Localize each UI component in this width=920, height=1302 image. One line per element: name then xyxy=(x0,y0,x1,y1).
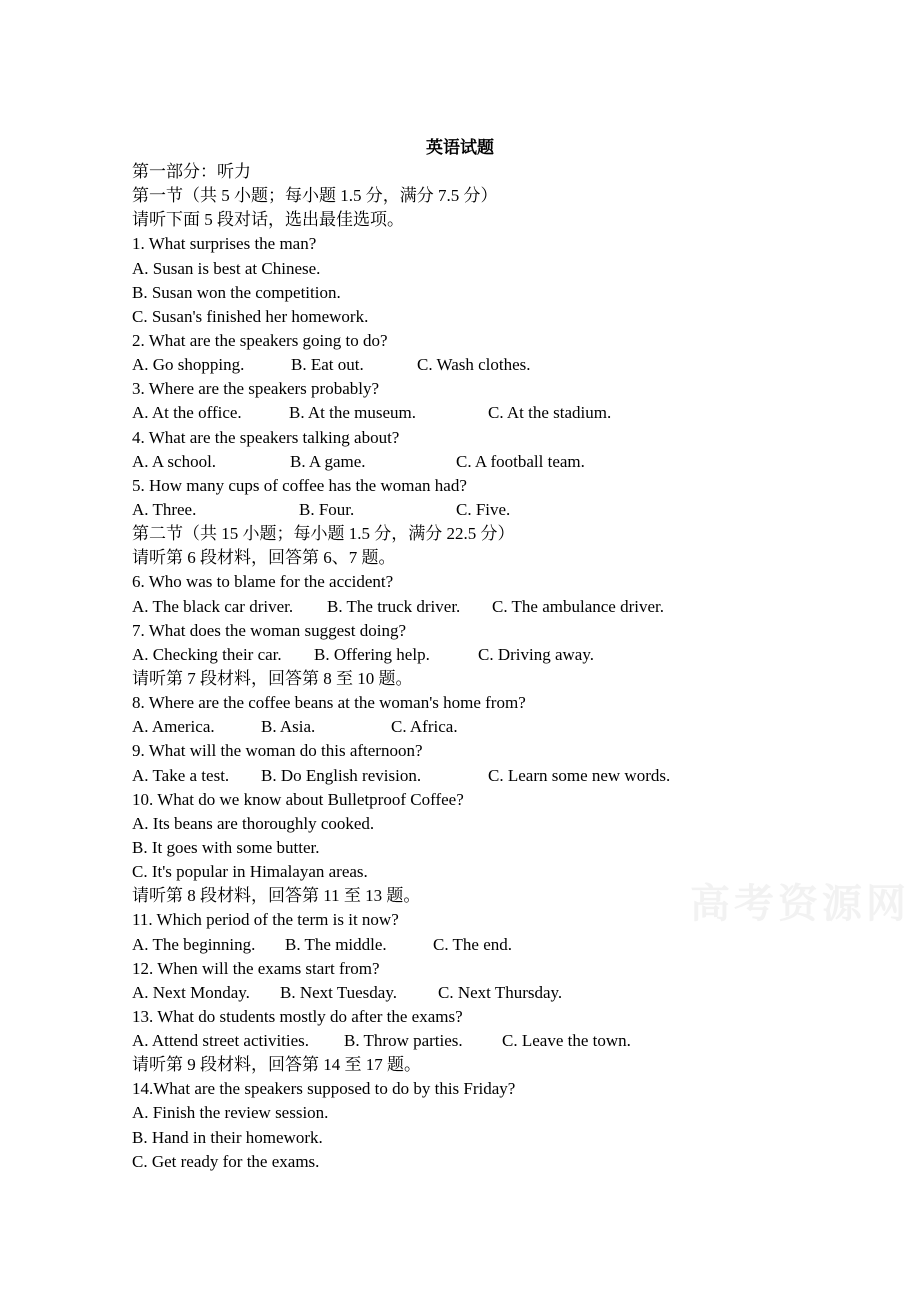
options-row xyxy=(132,353,832,377)
option-a: A. Susan is best at Chinese. xyxy=(132,258,321,278)
option-a: A. The beginning. xyxy=(132,934,256,954)
exam-content xyxy=(132,160,832,1174)
option-c: C. The end. xyxy=(433,934,513,954)
option-c: C. Next Thursday. xyxy=(438,982,563,1002)
option-c: C. Leave the town. xyxy=(502,1031,631,1051)
option-c: C. Susan's finished her homework. xyxy=(132,306,369,326)
option-b: B. At the museum. xyxy=(289,403,417,423)
question-stem: 11. Which period of the term is it now? xyxy=(132,910,399,930)
option-a: A. The black car driver. xyxy=(132,596,294,616)
option-b: B. Four. xyxy=(299,499,355,519)
option-c: C. Five. xyxy=(456,499,511,519)
question-stem: 6. Who was to blame for the accident? xyxy=(132,572,394,592)
option-a: A. Three. xyxy=(132,499,197,519)
option-c: C. The ambulance driver. xyxy=(492,596,664,616)
instruction: 请听第 9 段材料，回答第 14 至 17 题。 xyxy=(132,1055,421,1075)
instruction: 请听第 8 段材料，回答第 11 至 13 题。 xyxy=(132,886,421,906)
options-row xyxy=(132,933,832,957)
option-c: C. Get ready for the exams. xyxy=(132,1151,320,1171)
question-stem: 4. What are the speakers talking about? xyxy=(132,427,400,447)
option-c: C. Driving away. xyxy=(478,644,594,664)
option-c: C. Wash clothes. xyxy=(417,355,531,375)
question-stem: 5. How many cups of coffee has the woman had? xyxy=(132,475,467,495)
option-a: A. Go shopping. xyxy=(132,355,245,375)
options-row xyxy=(132,595,832,619)
options-row xyxy=(132,450,832,474)
section-heading: 第二节（共 15 小题；每小题 1.5 分，满分 22.5 分） xyxy=(132,524,515,544)
option-b: B. A game. xyxy=(290,451,366,471)
option-c: C. Africa. xyxy=(391,717,458,737)
question-stem: 2. What are the speakers going to do? xyxy=(132,330,388,350)
option-c: C. At the stadium. xyxy=(488,403,612,423)
option-b: B. Do English revision. xyxy=(261,765,422,785)
option-a: A. At the office. xyxy=(132,403,242,423)
option-b: B. It goes with some butter. xyxy=(132,837,320,857)
option-b: B. Next Tuesday. xyxy=(280,982,397,1002)
options-row xyxy=(132,498,832,522)
instruction: 请听第 7 段材料，回答第 8 至 10 题。 xyxy=(132,668,413,688)
question-stem: 1. What surprises the man? xyxy=(132,234,317,254)
options-row xyxy=(132,715,832,739)
question-stem: 14.What are the speakers supposed to do by this Friday? xyxy=(132,1079,516,1099)
options-row xyxy=(132,764,832,788)
page-title: 英语试题 xyxy=(426,138,494,157)
option-a: A. A school. xyxy=(132,451,217,471)
option-b: B. Throw parties. xyxy=(344,1031,463,1051)
options-row xyxy=(132,1029,832,1053)
options-row xyxy=(132,643,832,667)
instruction: 请听下面 5 段对话，选出最佳选项。 xyxy=(132,210,404,230)
question-stem: 8. Where are the coffee beans at the woman's home from? xyxy=(132,693,526,713)
question-stem: 3. Where are the speakers probably? xyxy=(132,379,380,399)
question-stem: 12. When will the exams start from? xyxy=(132,958,380,978)
options-row xyxy=(132,981,832,1005)
option-b: B. Asia. xyxy=(261,717,316,737)
option-a: A. Its beans are thoroughly cooked. xyxy=(132,813,375,833)
option-a: A. Attend street activities. xyxy=(132,1031,310,1051)
instruction: 请听第 6 段材料，回答第 6、7 题。 xyxy=(132,548,396,568)
option-c: C. A football team. xyxy=(456,451,585,471)
section-heading: 第一节（共 5 小题；每小题 1.5 分，满分 7.5 分） xyxy=(132,186,498,206)
question-stem: 9. What will the woman do this afternoon? xyxy=(132,741,423,761)
option-b: B. The middle. xyxy=(285,934,387,954)
part-heading: 第一部分：听力 xyxy=(132,162,251,181)
question-stem: 7. What does the woman suggest doing? xyxy=(132,620,407,640)
question-stem: 13. What do students mostly do after the exams? xyxy=(132,1006,463,1026)
option-b: B. Offering help. xyxy=(314,644,430,664)
option-b: B. Hand in their homework. xyxy=(132,1127,323,1147)
option-b: B. Eat out. xyxy=(291,355,364,375)
question-stem: 10. What do we know about Bulletproof Coffee? xyxy=(132,789,464,809)
option-b: B. The truck driver. xyxy=(327,596,461,616)
option-a: A. Finish the review session. xyxy=(132,1103,329,1123)
options-row xyxy=(132,401,832,425)
watermark: 高考资源网 xyxy=(690,880,910,927)
option-c: C. It's popular in Himalayan areas. xyxy=(132,862,368,882)
option-a: A. America. xyxy=(132,717,215,737)
option-a: A. Take a test. xyxy=(132,765,230,785)
option-a: A. Checking their car. xyxy=(132,644,282,664)
option-c: C. Learn some new words. xyxy=(488,765,671,785)
option-a: A. Next Monday. xyxy=(132,982,250,1002)
option-b: B. Susan won the competition. xyxy=(132,282,341,302)
